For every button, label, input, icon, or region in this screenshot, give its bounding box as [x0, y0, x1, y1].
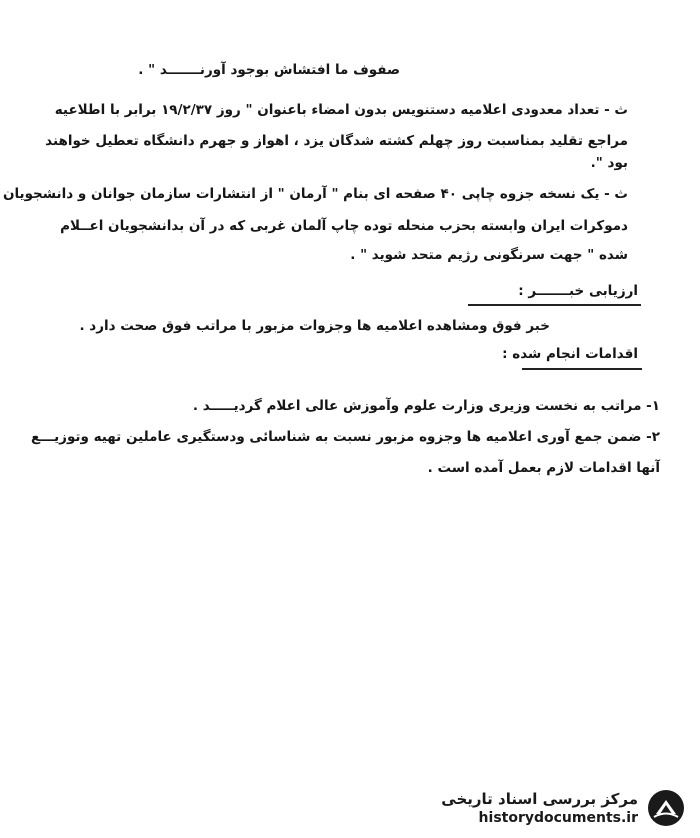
heading-underline-1 — [468, 304, 641, 306]
action-item-2: ۲- ضمن جمع آوری اعلامیه ها وجزوه مزبور نسبت به شناسائی ودستگیری عاملین تهیه وتوزیـــع — [31, 429, 660, 445]
section-heading-actions: اقدامات انجام شده : — [502, 346, 638, 362]
line-5: ث - یک نسخه جزوه چاپی ۴۰ صفحه ای بنام " آرمان " از انتشارات سازمان جوانان و دانشجویان — [2, 186, 628, 202]
line-1: صفوف ما افتشاش بوجود آورنـــــــد " . — [138, 62, 400, 78]
watermark-title: مرکز بررسی اسناد تاریخی — [441, 790, 638, 808]
line-4: بود ". — [590, 155, 628, 171]
section-heading-evaluation: ارزیابی خبـــــــر : — [518, 283, 638, 299]
action-item-2-continued: آنها اقدامات لازم بعمل آمده است . — [427, 460, 660, 476]
line-2: ث - تعداد معدودی اعلامیه دستنویس بدون امضاء باعنوان " روز ۱۹/۲/۳۷ برابر با اطلاعیه — [54, 102, 628, 118]
action-item-1: ۱- مراتب به نخست وزیری وزارت علوم وآموزش عالی اعلام گردیـــــد . — [192, 398, 660, 414]
line-7: شده " جهت سرنگونی رژیم متحد شوید " . — [350, 247, 628, 263]
archive-watermark — [441, 788, 686, 828]
line-3: مراجع تقلید بمناسبت روز چهلم کشته شدگان یزد ، اهواز و جهرم دانشگاه تعطیل خواهند — [45, 133, 628, 149]
line-6: دموکرات ایران وابسته بحزب منحله توده چاپ آلمان غربی که در آن بدانشجویان اعــلام — [60, 218, 628, 234]
line-evaluation-text: خبر فوق ومشاهده اعلامیه ها وجزوات مزبور با مراتب فوق صحت دارد . — [79, 318, 550, 334]
watermark-url: historydocuments.ir — [478, 810, 638, 826]
archive-logo-icon — [646, 788, 686, 828]
heading-underline-2 — [522, 368, 642, 370]
